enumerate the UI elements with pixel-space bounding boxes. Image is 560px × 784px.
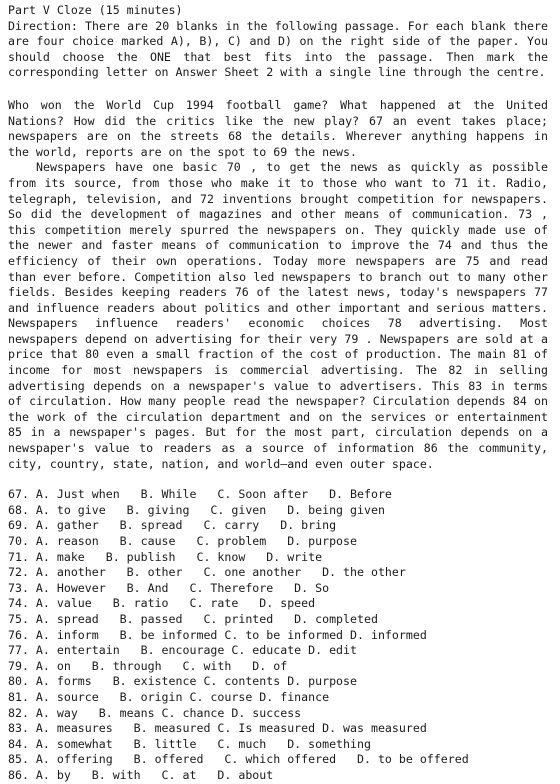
option-row: 73. A. However B. And C. Therefore D. So (8, 580, 330, 595)
option-row: 77. A. entertain B. encourage C. educate D. edit (8, 643, 358, 658)
option-row: 67. A. Just when B. While C. Soon after D. Before (8, 487, 392, 502)
option-row: 68. A. to give B. giving C. given D. being given (8, 502, 385, 517)
passage-paragraph-2: Newspapers have one basic 70 , to get the news as quickly as possible from its source, from those who make it to those who want to 71 it. Radio, telegraph, television, and 72 inventions brought competition for newspapers. So did the development of magazines and other means of communication. 73 , this competition merely spurred the newspapers on. They quickly made use of the newer and faster means of communication to improve the 74 and thus the efficiency of their own operations. Today more newspapers are 75 and read than ever before. Competition also led newspapers to branch out to many other fields. Besides keeping readers 76 of the latest news, today's newspapers 77 and influence readers about politics and other important and serious matters. Newspapers influence readers' economic choices 78 advertising. Most newspapers depend on advertising for their very 79 . Newspapers are sold at a price that 80 even a small fraction of the cost of production. The main 81 of income for most newspapers is commercial advertising. The 82 in selling advertising depends on a newspaper's value to advertisers. This 83 in terms of circulation. How many people read the newspaper? Circulation depends 84 on the work of the circulation department and on the services or entertainment 85 in a newspaper's pages. But for the most part, circulation depends on a newspaper's value to readers as a source of information 86 the community, city, country, state, nation, and world—and even outer space. (8, 160, 548, 471)
option-row: 83. A. measures B. measured C. Is measured D. was measured (8, 721, 427, 736)
direction-text: Direction: There are 20 blanks in the following passage. For each blank there are four choice marked A), B), C) and D) on the right side of the paper. You should choose the ONE that best fits into the passage. Then mark the corresponding letter on Answer Sheet 2 with a single line through the centre. (8, 18, 548, 80)
option-row: 70. A. reason B. cause C. problem D. purpose (8, 534, 358, 548)
passage-paragraph-1: Who won the World Cup 1994 football game? What happened at the United Nations? How did the critics like the new play? 67 an event takes place; newspapers are on the streets 68 the details. Wherever anything happens in the world, reports are on the spot to 69 the news. (8, 97, 548, 159)
option-row: 81. A. source B. origin C. course D. finance (8, 689, 330, 704)
option-row: 76. A. inform B. be informed C. to be informed D. informed (8, 627, 427, 642)
option-row: 69. A. gather B. spread C. carry D. bring (8, 518, 337, 533)
part-title: Part V Cloze (15 minutes) (8, 3, 183, 17)
option-row: 74. A. value B. ratio C. rate D. speed (8, 596, 316, 611)
option-row: 75. A. spread B. passed C. printed D. completed (8, 611, 378, 626)
option-row: 82. A. way B. means C. chance D. success (8, 705, 302, 720)
option-row: 72. A. another B. other C. one another D. the other (8, 565, 406, 580)
option-row: 86. A. by B. with C. at D. about (8, 767, 274, 782)
option-row: 71. A. make B. publish C. know D. write (8, 549, 323, 564)
option-row: 84. A. somewhat B. little C. much D. something (8, 736, 371, 751)
option-row: 79. A. on B. through C. with D. of (8, 658, 288, 673)
answer-options (8, 487, 548, 783)
option-row: 80. A. forms B. existence C. contents D. purpose (8, 674, 358, 689)
option-row: 85. A. offering B. offered C. which offered D. to be offered (8, 752, 469, 767)
spacer (8, 81, 548, 98)
